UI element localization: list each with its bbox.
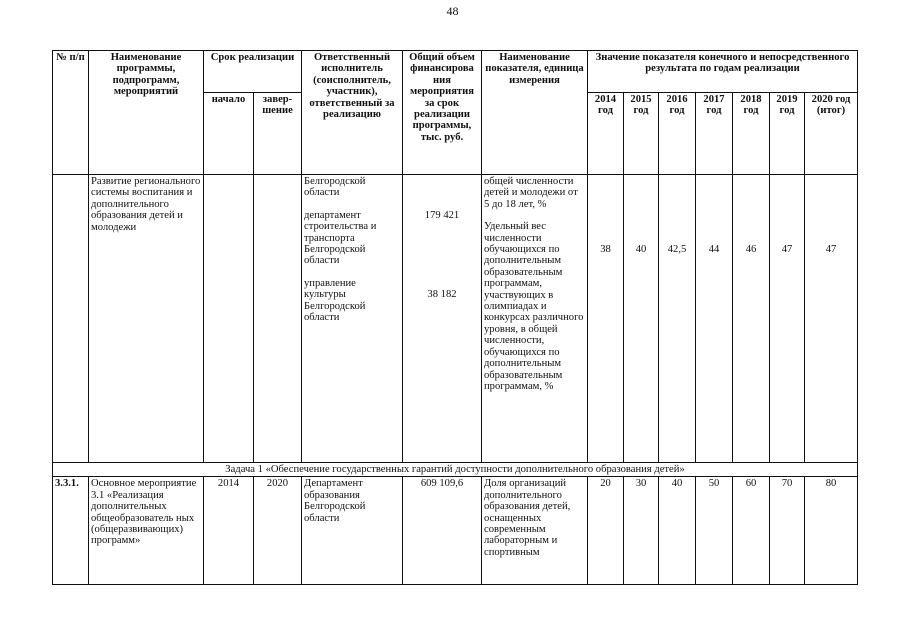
indicator-text: Удельный вес численности обучающихся по дополнительным образовательным программам, участвующих в олимпиадах и конкурсах различного уровня, в общей численности, обучающихся по дополнительным образовательным программам, % [484, 221, 584, 392]
value-cell: 40 [659, 477, 696, 585]
header-year: 2019 год [770, 93, 805, 175]
header-financing: Общий объем финансирова ния мероприятия за срок реализации программы, тыс. руб. [403, 51, 482, 175]
row-financing [403, 175, 482, 463]
value-cell [770, 175, 805, 463]
value-cell [624, 175, 659, 463]
header-indicator: Наименование показателя, единица измерения [482, 51, 588, 175]
row-end [254, 175, 302, 463]
value-cell [733, 175, 770, 463]
value-cell [659, 175, 696, 463]
row-responsible: Департамент образования Белгородской области [302, 477, 403, 585]
header-num: № п/п [53, 51, 89, 175]
value-cell: 60 [733, 477, 770, 585]
value-cell [696, 175, 733, 463]
responsible-line: управление культуры Белгородской области [304, 277, 366, 324]
page-number: 48 [446, 4, 459, 18]
value: 38 [600, 244, 611, 255]
task-title: Задача 1 «Обеспечение государственных гарантий доступности дополнительного образования детей» [53, 463, 858, 477]
header-year: 2014 год [588, 93, 624, 175]
row-end: 2020 [254, 477, 302, 585]
value-cell: 70 [770, 477, 805, 585]
header-year: 2018 год [733, 93, 770, 175]
row-responsible [302, 175, 403, 463]
row-indicator [482, 175, 588, 463]
row-financing: 609 109,6 [403, 477, 482, 585]
value: 47 [781, 244, 793, 255]
header-start: начало [204, 93, 254, 175]
header-term: Срок реализации [204, 51, 302, 93]
row-num: 3.3.1. [53, 477, 89, 585]
row-indicator: Доля организаций дополнительного образования детей, оснащенных современным лабораторным и спортивным [482, 477, 588, 585]
header-responsible: Ответственный исполнитель (соисполнитель, участник), ответственный за реализацию [302, 51, 403, 175]
row-start [204, 175, 254, 463]
value-cell [588, 175, 624, 463]
value: 46 [745, 244, 757, 255]
value-cell: 20 [588, 477, 624, 585]
row-start: 2014 [204, 477, 254, 585]
header-year: 2017 год [696, 93, 733, 175]
indicator-text: общей численности детей и молодежи от 5 до 18 лет, % [484, 176, 578, 210]
responsible-line: Белгородской области [304, 176, 366, 199]
financing-value: 38 182 [427, 289, 457, 301]
responsible-line: департамент строительства и транспорта Белгородской области [304, 209, 377, 267]
value: 44 [708, 244, 720, 255]
table-row [53, 175, 858, 463]
row-name: Развитие регионального системы воспитания и дополнительного образования детей и молодежи [89, 175, 204, 463]
header-values: Значение показателя конечного и непосредственного результата по годам реализации [588, 51, 858, 93]
table-header-row [53, 51, 858, 93]
table-row [53, 477, 858, 585]
task-row [53, 463, 858, 477]
value: 47 [825, 244, 837, 255]
value-cell: 80 [805, 477, 858, 585]
row-name: Основное мероприятие 3.1 «Реализация дополнительных общеобразователь ных (общеразвивающих) программ» [89, 477, 204, 585]
value: 42,5 [667, 244, 687, 255]
program-table [52, 50, 858, 585]
value: 40 [635, 244, 647, 255]
financing-value: 179 421 [424, 210, 460, 221]
value-cell: 30 [624, 477, 659, 585]
header-year: 2020 год (итог) [805, 93, 858, 175]
header-year: 2016 год [659, 93, 696, 175]
header-name: Наименование программы, подпрограмм, мероприятий [89, 51, 204, 175]
header-year: 2015 год [624, 93, 659, 175]
value-cell: 50 [696, 477, 733, 585]
row-num [53, 175, 89, 463]
header-end: завер-шение [254, 93, 302, 175]
value-cell [805, 175, 858, 463]
